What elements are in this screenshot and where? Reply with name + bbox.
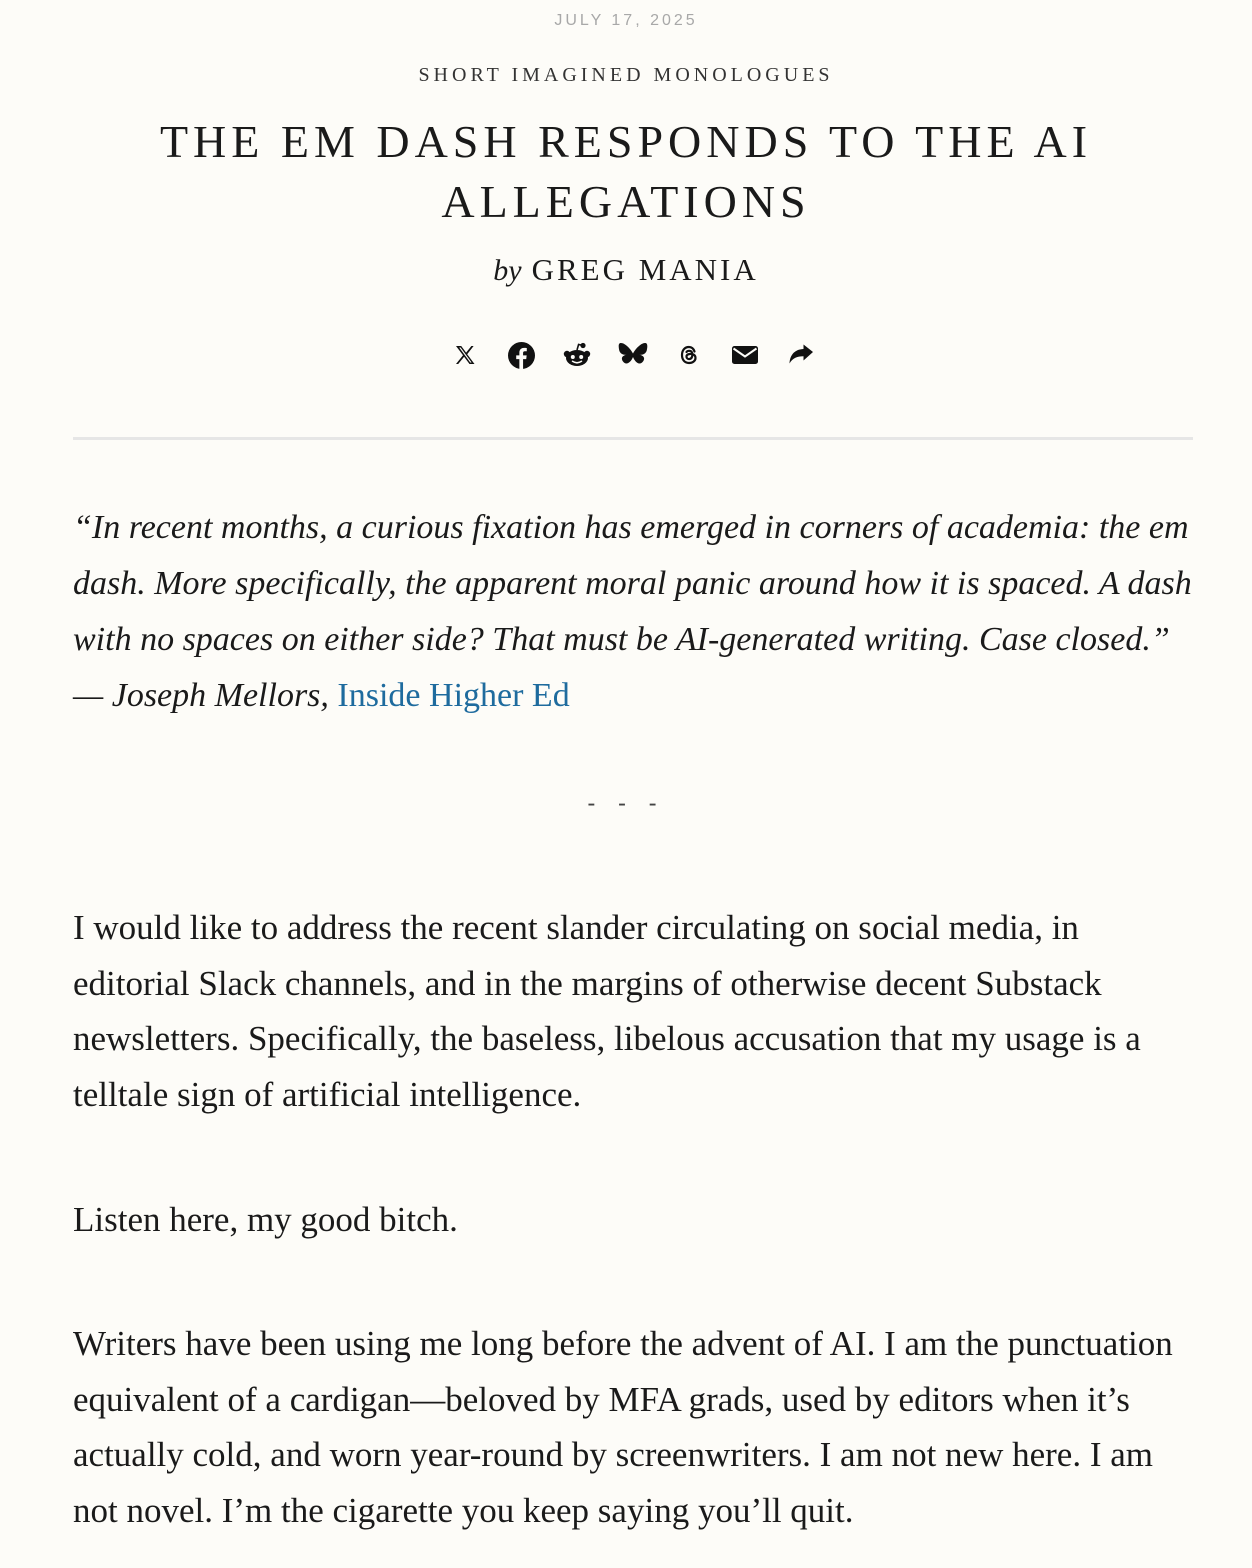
reddit-icon[interactable] — [560, 338, 594, 372]
x-icon[interactable] — [448, 338, 482, 372]
epigraph-text: “In recent months, a curious fixation has emerged in corners of academia: the em dash. More specifically, the apparent moral panic around how it is spaced. A dash with no spaces on either side? That must be AI-generated writing. Case closed.” — [73, 509, 1192, 658]
threads-icon[interactable] — [672, 338, 706, 372]
byline — [0, 252, 1252, 288]
bluesky-icon[interactable] — [616, 338, 650, 372]
article-category[interactable]: SHORT IMAGINED MONOLOGUES — [418, 64, 834, 86]
body-paragraph-1: I would like to address the recent slander circulating on social media, in editorial Slack channels, and in the margins of otherwise decent Substack newsletters. Specifically, the baseless, libelous accusation that my usage is a telltale sign of artificial intelligence. — [73, 908, 1141, 1114]
article-title: THE EM DASH RESPONDS TO THE AI ALLEGATIONS — [159, 116, 1093, 227]
publish-date: JULY 17, 2025 — [554, 12, 698, 29]
section-break: - - - — [587, 790, 665, 817]
author-name[interactable]: GREG MANIA — [531, 252, 759, 287]
share-icon[interactable] — [784, 338, 818, 372]
epigraph-quote — [73, 500, 1203, 724]
source-link[interactable]: Inside Higher Ed — [337, 677, 570, 714]
byline-prefix: by — [493, 254, 522, 287]
email-icon[interactable] — [728, 338, 762, 372]
body-paragraph-2: Listen here, my good bitch. — [73, 1200, 458, 1239]
share-bar — [448, 338, 818, 372]
body-paragraph-3: Writers have been using me long before the advent of AI. I am the punctuation equivalent of a cardigan—beloved by MFA grads, used by editors when it’s actually cold, and worn year-round by screenwriters. I am not new here. I am not novel. I’m the cigarette you keep saying you’ll quit. — [73, 1324, 1173, 1530]
header-divider — [73, 437, 1193, 440]
facebook-icon[interactable] — [504, 338, 538, 372]
epigraph-attribution: — Joseph Mellors, — [73, 677, 338, 714]
